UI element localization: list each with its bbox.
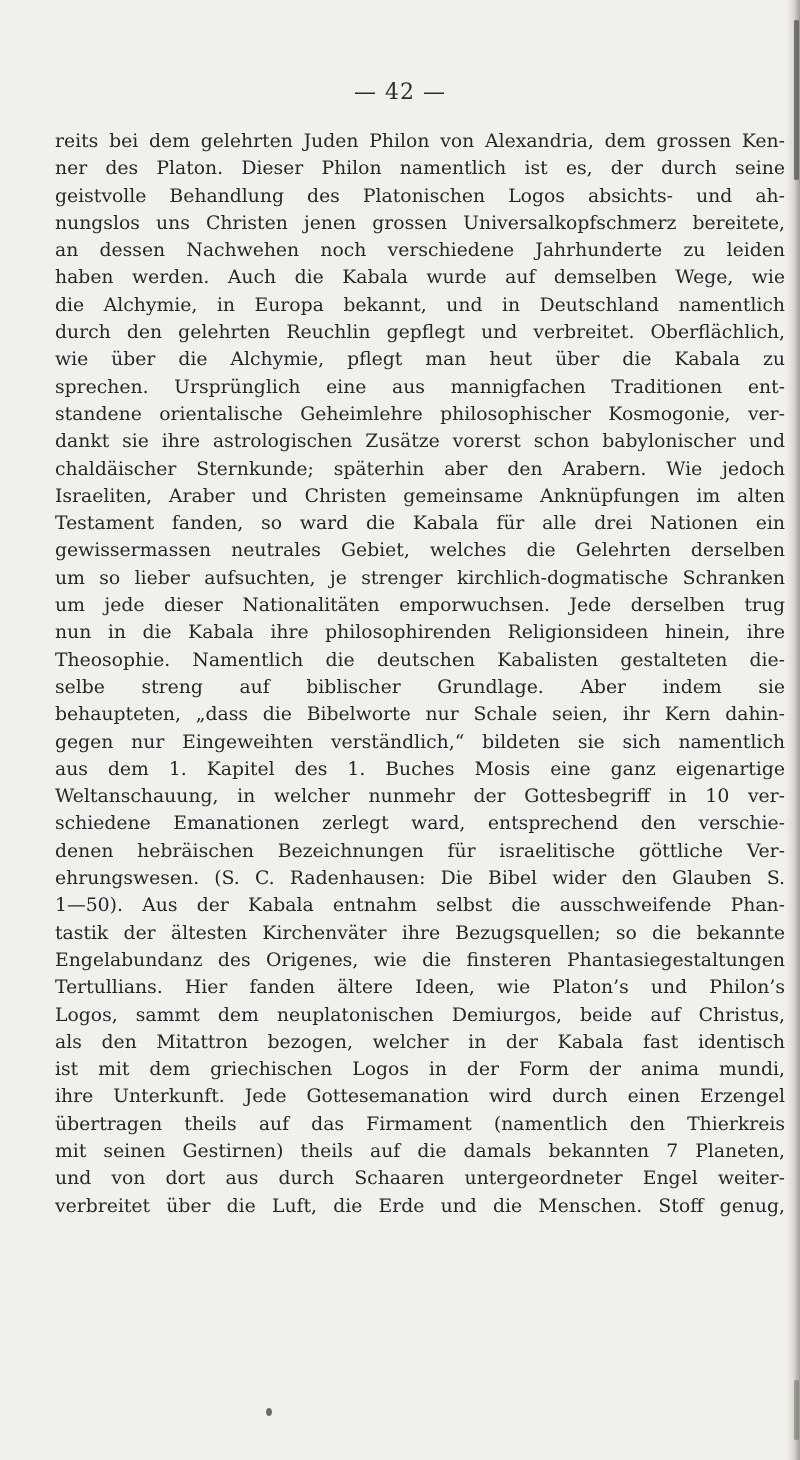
- page-edge-mark-lower: [794, 1380, 799, 1440]
- text-line: haben werden. Auch die Kabala wurde auf demselben Wege, wie: [55, 267, 785, 289]
- page-edge-shadow: [786, 0, 800, 1460]
- text-line: reits bei dem gelehrten Juden Philon von Alexandria, dem grossen Ken-: [55, 131, 785, 152]
- page-number: — 42 —: [354, 80, 446, 105]
- text-line: schiedene Emanationen zerlegt ward, entsprechend den verschie-: [55, 813, 785, 835]
- text-line: übertragen theils auf das Firmament (namentlich den Thierkreis: [55, 1113, 785, 1135]
- text-line: an dessen Nachwehen noch verschiedene Jahrhunderte zu leiden: [55, 240, 785, 262]
- text-line: tastik der ältesten Kirchenväter ihre Bezugsquellen; so die bekannte: [55, 922, 785, 944]
- text-line: Israeliten, Araber und Christen gemeinsame Anknüpfungen im alten: [55, 485, 785, 507]
- text-line: aus dem 1. Kapitel des 1. Buches Mosis eine ganz eigenartige: [55, 758, 785, 780]
- text-line: Testament fanden, so ward die Kabala für alle drei Nationen ein: [55, 513, 785, 535]
- text-line: Weltanschauung, in welcher nunmehr der Gottesbegriff in 10 ver-: [55, 786, 785, 808]
- text-line: ihre Unterkunft. Jede Gottesemanation wird durch einen Erzengel: [55, 1086, 785, 1108]
- text-line: nungslos uns Christen jenen grossen Universalkopfschmerz bereitete,: [55, 212, 785, 234]
- text-line: die Alchymie, in Europa bekannt, und in Deutschland namentlich: [55, 294, 785, 316]
- text-line: gegen nur Eingeweihten verständlich,“ bildeten sie sich namentlich: [55, 731, 785, 753]
- text-line: um jede dieser Nationalitäten emporwuchsen. Jede derselben trug: [55, 595, 785, 617]
- text-line: ehrungswesen. (S. C. Radenhausen: Die Bibel wider den Glauben S.: [55, 868, 785, 890]
- text-line: Theosophie. Namentlich die deutschen Kabalisten gestalteten die-: [55, 649, 785, 671]
- text-line: mit seinen Gestirnen) theils auf die damals bekannten 7 Planeten,: [55, 1140, 785, 1162]
- text-line: selbe streng auf biblischer Grundlage. Aber indem sie: [55, 676, 785, 698]
- text-line: um so lieber aufsuchten, je strenger kirchlich-dogmatische Schranken: [55, 567, 785, 589]
- text-line: und von dort aus durch Schaaren untergeordneter Engel weiter-: [55, 1168, 785, 1190]
- text-line: ner des Platon. Dieser Philon namentlich ist es, der durch seine: [55, 158, 785, 180]
- ink-speck: [266, 1408, 272, 1416]
- text-line: geistvolle Behandlung des Platonischen Logos absichts- und ah-: [55, 185, 785, 207]
- text-line: Tertullians. Hier fanden ältere Ideen, wie Platon’s und Philon’s: [55, 977, 785, 999]
- text-line: nun in die Kabala ihre philosophirenden Religionsideen hinein, ihre: [55, 622, 785, 644]
- text-line: als den Mitattron bezogen, welcher in der Kabala fast identisch: [55, 1031, 785, 1053]
- text-line: dankt sie ihre astrologischen Zusätze vorerst schon babylonischer und: [55, 431, 785, 453]
- text-line: Engelabundanz des Origenes, wie die finsteren Phantasiegestaltungen: [55, 949, 785, 971]
- text-line: gewissermassen neutrales Gebiet, welches die Gelehrten derselben: [55, 540, 785, 562]
- text-line: wie über die Alchymie, pflegt man heut über die Kabala zu: [55, 349, 785, 371]
- text-line: denen hebräischen Bezeichnungen für israelitische göttliche Ver-: [55, 840, 785, 862]
- text-line: chaldäischer Sternkunde; späterhin aber den Arabern. Wie jedoch: [55, 458, 785, 480]
- body-text: [55, 128, 785, 1220]
- text-line: standene orientalische Geheimlehre philosophischer Kosmogonie, ver-: [55, 403, 785, 425]
- text-line: Logos, sammt dem neuplatonischen Demiurgos, beide auf Christus,: [55, 1004, 785, 1026]
- text-line: durch den gelehrten Reuchlin gepflegt und verbreitet. Oberflächlich,: [55, 322, 785, 344]
- text-line: behaupteten, „dass die Bibelworte nur Schale seien, ihr Kern dahin-: [55, 704, 785, 726]
- text-line: verbreitet über die Luft, die Erde und die Menschen. Stoff genug,: [55, 1195, 785, 1217]
- text-line: sprechen. Ursprünglich eine aus mannigfachen Traditionen ent-: [55, 376, 785, 398]
- text-line: 1—50). Aus der Kabala entnahm selbst die ausschweifende Phan-: [55, 895, 785, 917]
- text-line: ist mit dem griechischen Logos in der Form der anima mundi,: [55, 1059, 785, 1081]
